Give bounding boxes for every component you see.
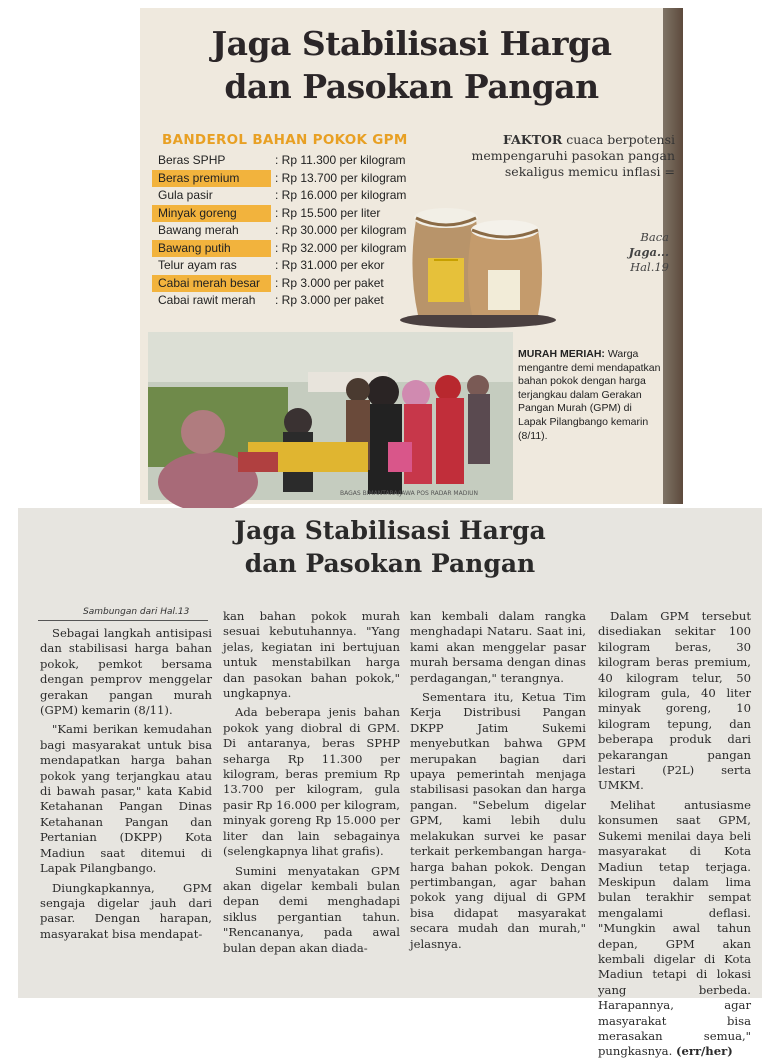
price-item-name: Minyak goreng (152, 205, 271, 223)
price-row (152, 187, 420, 205)
top-headline-line1: Jaga Stabilisasi Harga (211, 24, 612, 63)
caption-text: Warga mengantre demi mendapatkan bahan pokok dengan harga terjangkau dalam Gerakan Pangan Murah (GPM) di Lapak Pilangbango kemarin (8/11). (518, 348, 661, 442)
price-row (152, 275, 420, 293)
baca-page: Hal.19 (630, 260, 669, 274)
price-item-value: : Rp 3.000 per paket (275, 275, 384, 290)
price-list-heading: BANDEROL BAHAN POKOK GPM (162, 132, 408, 148)
price-item-name: Gula pasir (158, 188, 213, 202)
price-row (152, 170, 420, 188)
price-row (152, 222, 420, 240)
price-item-value: : Rp 13.700 per kilogram (275, 170, 407, 185)
faktor-teaser: FAKTOR cuaca berpotensi mempengaruhi pasokan pangan sekaligus memicu inflasi = (471, 132, 675, 179)
col2-paragraph-2: Ada beberapa jenis bahan pokok yang diobral di GPM. Di antaranya, beras SPHP seharga Rp 11.300 per kilogram, beras premium Rp 13.700 per kilogram, gula pasir Rp 16.000 per kilogram, minyak goreng Rp 15.000 per liter dan lain sebagainya (selengkapnya lihat grafis). (223, 705, 400, 859)
faktor-lead: FAKTOR (503, 132, 563, 147)
col4-paragraph-2 (598, 798, 751, 1060)
caption-label: MURAH MERIAH: (518, 348, 605, 360)
price-item-name: Bawang putih (152, 240, 271, 258)
top-headline (140, 22, 683, 108)
col2-paragraph-1: kan bahan pokok murah sesuai kebutuhannya. "Yang jelas, kegiatan ini bertujuan untuk menstabilkan harga dan pasokan bahan pokok," ungkapnya. (223, 609, 400, 701)
bottom-headline-line1: Jaga Stabilisasi Harga (234, 516, 546, 545)
bottom-headline (18, 514, 762, 580)
top-headline-line2: dan Pasokan Pangan (224, 67, 599, 106)
col1-paragraph-2: "Kami berikan kemudahan bagi masyarakat untuk bisa mendapatkan harga bahan pokok yang terjangkau atau di bawah pasar," kata Kabid Ketahanan Pangan Dinas Ketahanan Pangan dan Pertanian (DKPP) Kota Madiun saat ditemui di Lapak Pilangbango. (40, 722, 212, 876)
col3-paragraph-2: Sementara itu, Ketua Tim Kerja Distribusi Pangan DKPP Jatim Sukemi menyebutkan bahwa GPM merupakan bagian dari upaya pemerintah menjaga stabilisasi pasokan dan harga pangan. "Sebelum digelar GPM, kami lebih dulu melakukan survei ke pasar terkait perkembangan harga-harga bahan pokok. Dengan pertimbangan, agar bahan pokok yang dijual di GPM bisa didapat masyarakat secara mudah dan murah," jelasnya. (410, 690, 586, 951)
bottom-headline-line2: dan Pasokan Pangan (244, 549, 536, 578)
article-column-3 (410, 609, 586, 956)
bottom-clipping (18, 508, 762, 1059)
baca-title: Jaga... (628, 245, 669, 259)
baca-label: Baca (640, 230, 669, 244)
price-list (152, 152, 420, 310)
top-clipping (140, 8, 683, 504)
faktor-text: cuaca berpotensi mempengaruhi pasokan pangan sekaligus memicu inflasi (471, 132, 675, 179)
market-photo (148, 332, 513, 500)
article-column-4 (598, 609, 751, 1064)
continued-from-label: Sambungan dari Hal.13 (83, 607, 190, 617)
continued-divider (38, 620, 208, 621)
price-row (152, 205, 420, 223)
price-row (152, 292, 420, 310)
col1-paragraph-1: Sebagai langkah antisipasi dan stabilisasi harga bahan pokok, pemkot bersama dengan pemprov menggelar gerakan pangan murah (GPM) kemarin (8/11). (40, 626, 212, 718)
price-row (152, 257, 420, 275)
price-item-value: : Rp 30.000 per kilogram (275, 223, 407, 237)
price-item-name: Cabai merah besar (152, 275, 271, 293)
price-item-name: Cabai rawit merah (158, 293, 256, 307)
col3-paragraph-1: kan kembali dalam rangka menghadapi Nataru. Saat ini, kami akan menggelar pasar murah bersama dengan dinas perdagangan," terangnya. (410, 609, 586, 685)
price-item-name: Telur ayam ras (158, 258, 237, 272)
author-signature: (err/her) (675, 1044, 733, 1059)
price-item-value: : Rp 11.300 per kilogram (275, 153, 406, 167)
col2-paragraph-3: Sumini menyatakan GPM akan digelar kembali bulan depan demi menghadapi siklus pergantian tahun. "Rencananya, pada awal bulan depan akan diada- (223, 863, 400, 955)
price-item-name: Beras premium (152, 170, 271, 188)
price-row (152, 240, 420, 258)
price-item-value: : Rp 31.000 per ekor (275, 258, 385, 272)
rice-sacks-illustration (398, 190, 558, 328)
price-list-box (152, 132, 420, 310)
price-item-value: : Rp 3.000 per paket (275, 293, 384, 307)
price-item-name: Beras SPHP (158, 153, 226, 167)
photo-credit: BAGAS BIMANTARA/JAWA POS RADAR MADIUN (340, 490, 478, 497)
crowd-photo-illustration (148, 332, 513, 500)
col1-paragraph-3: Diungkapkannya, GPM sengaja digelar jauh dari pasar. Dengan harapan, masyarakat bisa mendapat- (40, 880, 212, 941)
article-column-2 (223, 609, 400, 960)
photo-caption (518, 348, 663, 443)
col4-paragraph-1: Dalam GPM tersebut disediakan sekitar 100 kilogram beras, 30 kilogram beras premium, 40 kilogram telur, 50 kilogram gula, 40 liter minyak goreng, 10 kilogram tepung, dan beberapa produk dari pekarangan pangan lestari (P2L) serta UMKM. (598, 609, 751, 793)
price-item-name: Bawang merah (158, 223, 239, 237)
price-item-value: : Rp 15.500 per liter (275, 205, 381, 220)
col4-paragraph-2-text: Melihat antusiasme konsumen saat GPM, Sukemi menilai daya beli masyarakat di Kota Madiun tetap terjaga. Meskipun dalam lima bulan terakhir sempat mengalami deflasi. "Mungkin awal tahun depan, GPM akan kembali digelar di Kota Madiun tetapi di lokasi yang berbeda. Harapannya, agar masyarakat bisa merasakan semua," pungkasnya. (598, 797, 751, 1059)
baca-reference (574, 230, 669, 275)
price-row (152, 152, 420, 170)
price-item-value: : Rp 32.000 per kilogram (275, 240, 407, 255)
article-column-1 (40, 626, 212, 946)
price-item-value: : Rp 16.000 per kilogram (275, 188, 407, 202)
